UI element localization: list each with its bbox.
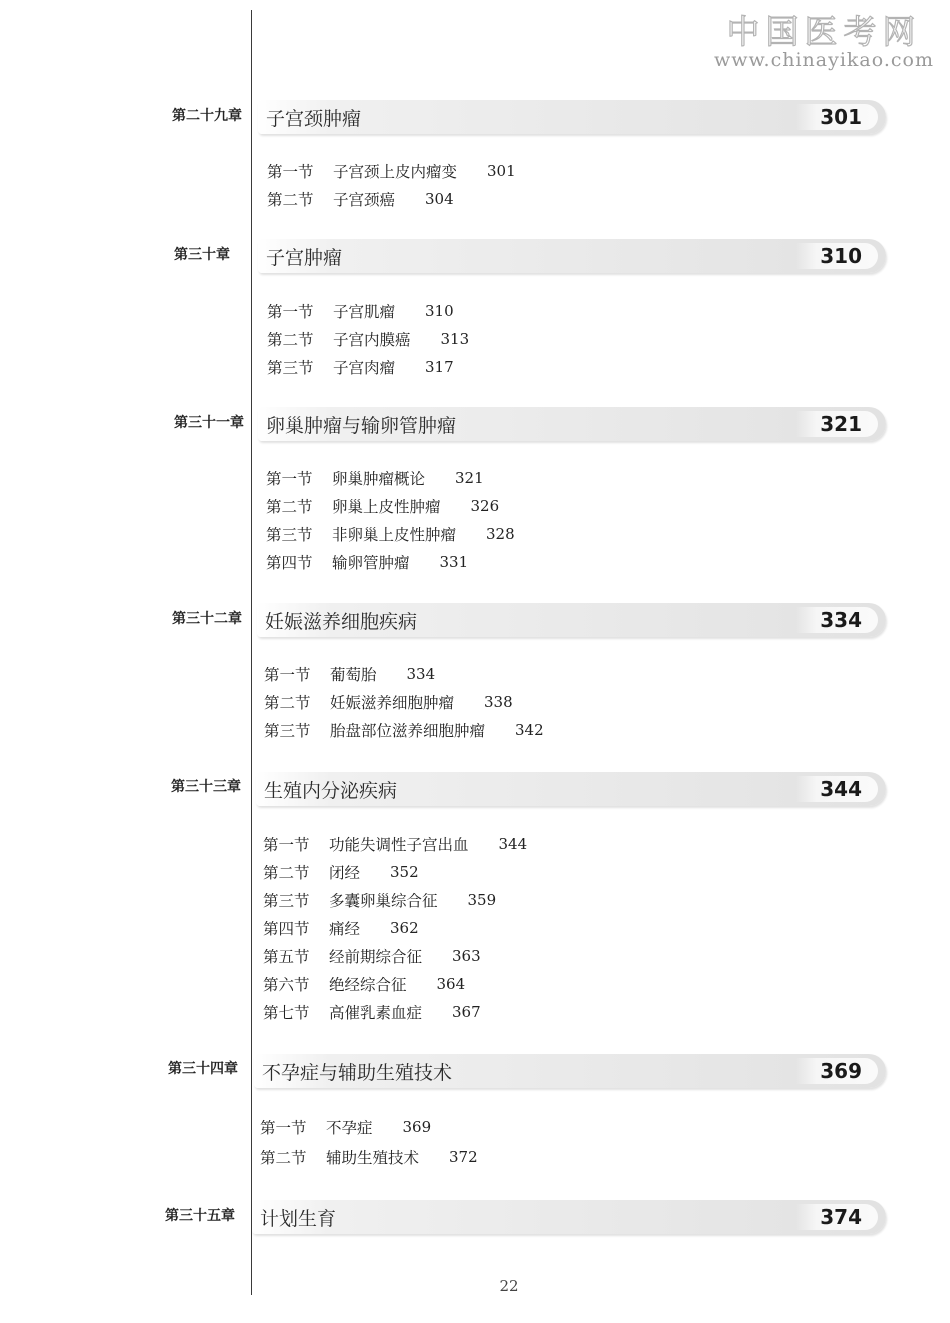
toc-entry[interactable] [263,830,527,858]
chapter-title: 计划生育 [260,1208,337,1230]
toc-entry[interactable] [264,660,544,688]
section-number: 第一节 [266,470,313,488]
section-title: 子宫肌瘤 [333,303,396,321]
section-title: 功能失调性子宫出血 [329,836,469,854]
chapter-label: 第三十一章 [174,415,244,431]
watermark-url: www.chinayikao.com [714,49,934,71]
toc-entry[interactable] [264,688,544,716]
toc-entry[interactable] [260,1143,478,1171]
section-page: 328 [486,525,515,543]
section-title: 辅助生殖技术 [326,1149,420,1167]
section-page: 359 [467,891,497,909]
section-title: 子宫颈上皮内瘤变 [333,163,458,181]
section-title: 胎盘部位滋养细胞肿瘤 [330,722,486,740]
toc-entry[interactable] [263,970,527,998]
section-title: 痛经 [329,920,361,938]
section-title: 卵巢肿瘤概论 [332,470,426,488]
section-number: 第二节 [260,1149,307,1167]
section-page: 331 [439,553,469,571]
section-number: 第一节 [264,666,311,684]
section-page: 317 [425,358,454,376]
section-title: 葡萄胎 [330,666,377,684]
section-page: 364 [436,975,466,993]
chapter-page: 344 [796,776,878,802]
section-page: 304 [425,190,454,208]
section-number: 第一节 [267,163,314,181]
section-number: 第一节 [263,836,310,854]
section-list [264,660,544,744]
section-number: 第四节 [266,554,313,572]
section-title: 非卵巢上皮性肿瘤 [332,526,457,544]
section-title: 妊娠滋养细胞肿瘤 [330,694,455,712]
toc-entry[interactable] [263,886,527,914]
chapter-title: 卵巢肿瘤与输卵管肿瘤 [266,415,457,437]
section-title: 子宫颈癌 [333,191,396,209]
toc-entry[interactable] [263,914,527,942]
chapter-page: 374 [796,1204,878,1230]
section-list [267,157,516,213]
toc-entry[interactable] [263,942,527,970]
section-page: 363 [452,947,481,965]
toc-entry[interactable] [263,858,527,886]
chapter-label: 第三十五章 [165,1208,235,1224]
section-title: 闭经 [329,864,361,882]
section-number: 第四节 [263,920,310,938]
chapter-page: 369 [796,1058,878,1084]
chapter-label: 第三十四章 [168,1061,238,1077]
chapter-heading[interactable] [254,1054,886,1088]
section-number: 第一节 [267,303,314,321]
section-title: 输卵管肿瘤 [332,554,410,572]
toc-entry[interactable] [267,157,516,185]
chapter-title: 不孕症与辅助生殖技术 [262,1062,453,1084]
section-page: 344 [498,835,528,853]
section-number: 第一节 [260,1119,307,1137]
section-title: 经前期综合征 [329,948,423,966]
section-page: 372 [449,1148,478,1166]
toc-entry[interactable] [266,520,515,548]
section-title: 不孕症 [326,1119,373,1137]
section-number: 第三节 [266,526,313,544]
chapter-heading[interactable] [258,100,886,134]
section-number: 第三节 [263,892,310,910]
section-title: 多囊卵巢综合征 [329,892,438,910]
toc-entry[interactable] [267,297,469,325]
section-page: 338 [484,693,513,711]
section-page: 352 [390,863,419,881]
section-page: 367 [452,1003,481,1021]
toc-entry[interactable] [264,716,544,744]
section-title: 高催乳素血症 [329,1004,423,1022]
toc-entry[interactable] [266,464,515,492]
toc-entry[interactable] [263,998,527,1026]
section-number: 第二节 [264,694,311,712]
section-title: 卵巢上皮性肿瘤 [332,498,441,516]
section-title: 子宫内膜癌 [333,331,411,349]
watermark-title: 中国医考网 [726,12,922,51]
section-page: 321 [455,469,484,487]
chapter-page: 321 [796,411,878,437]
section-number: 第六节 [263,976,310,994]
section-list [260,1113,478,1171]
chapter-title: 子宫肿瘤 [266,247,343,269]
section-number: 第二节 [266,498,313,516]
section-page: 334 [406,665,436,683]
section-page: 342 [515,721,544,739]
section-list [267,297,469,381]
watermark [706,12,942,70]
section-list [263,830,527,1026]
toc-entry[interactable] [267,353,469,381]
chapter-page: 301 [796,104,878,130]
section-title: 绝经综合征 [329,976,407,994]
chapter-heading[interactable] [252,1200,886,1234]
chapter-heading[interactable] [257,603,886,637]
chapter-page: 310 [796,243,878,269]
section-page: 310 [425,302,454,320]
chapter-label: 第三十三章 [171,779,241,795]
page-number: 22 [499,1277,519,1295]
section-number: 第二节 [267,331,314,349]
toc-entry[interactable] [267,185,516,213]
toc-entry[interactable] [266,548,515,576]
section-page: 362 [390,919,419,937]
chapter-title: 生殖内分泌疾病 [264,780,398,802]
chapter-title: 子宫颈肿瘤 [266,108,362,130]
chapter-label: 第三十章 [174,247,230,263]
section-page: 326 [470,497,500,515]
chapter-heading[interactable] [258,239,886,273]
section-number: 第三节 [267,359,314,377]
toc-entry[interactable] [260,1113,478,1141]
chapter-label: 第三十二章 [172,611,242,627]
section-title: 子宫肉瘤 [333,359,396,377]
chapter-title: 妊娠滋养细胞疾病 [265,611,418,633]
section-number: 第五节 [263,948,310,966]
section-page: 301 [487,162,516,180]
toc-entry[interactable] [267,325,469,353]
toc-entry[interactable] [266,492,515,520]
vertical-rule [251,10,252,1295]
section-number: 第三节 [264,722,311,740]
chapter-label: 第二十九章 [172,108,242,124]
section-list [266,464,515,576]
section-page: 369 [402,1118,432,1136]
section-number: 第二节 [263,864,310,882]
chapter-heading[interactable] [256,772,886,806]
section-page: 313 [440,330,470,348]
section-number: 第二节 [267,191,314,209]
chapter-page: 334 [796,607,878,633]
chapter-heading[interactable] [258,407,886,441]
section-number: 第七节 [263,1004,310,1022]
